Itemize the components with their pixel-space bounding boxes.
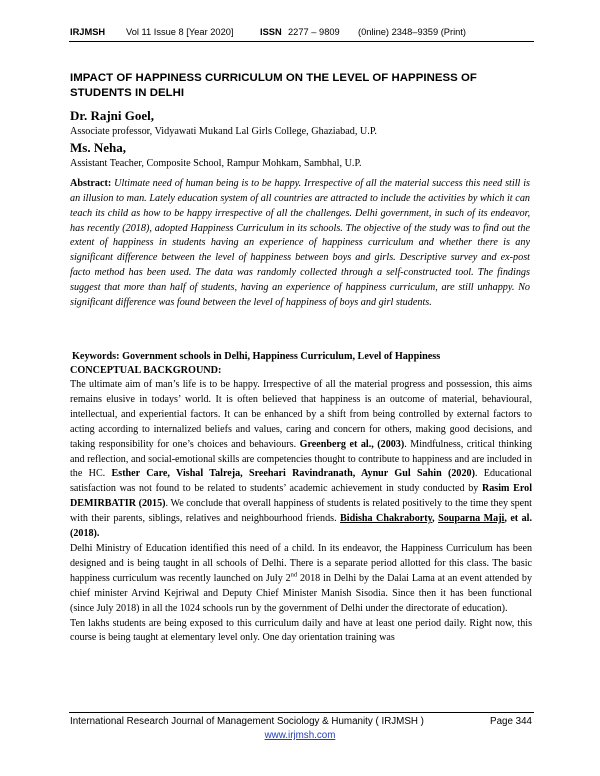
header-issn-label: ISSN	[260, 27, 282, 37]
citation-link[interactable]: Bidisha Chakraborty	[340, 513, 433, 525]
footer-website	[0, 729, 600, 742]
author-affiliation: Assistant Teacher, Composite School, Rampur Mohkam, Sambhal, U.P.	[70, 158, 362, 169]
paper-title: IMPACT OF HAPPINESS CURRICULUM ON THE LEVEL OF HAPPINESS OF STUDENTS IN DELHI	[70, 72, 477, 99]
running-footer	[70, 715, 532, 728]
header-divider	[69, 41, 534, 42]
abstract-text: Ultimate need of human being is to be happy. Irrespective of all the material success this need still is an illusion to man. Lately education system of all countries are attracted to include the activities by which it can teach its child as how to be happy irrespective of all the challenges. Delhi government, in such of its endeavor, has recently (2018), adopted Happiness Curriculum in its schools. The objective of the study was to find out the extent of happiness in students having an experience of happiness curriculum and whether there is any significant difference between the level of happiness between boys and girls. Descriptive survey and ex-post facto method has been used. The data was randomly collected through a self-constructed tool. The findings suggest that more than half of students, having an experience of happiness curriculum, are still unhappy. No significant difference was found between the level of happiness of boys and girl students.	[70, 178, 531, 308]
header-issn-online: 2277 – 9809	[288, 27, 340, 37]
text-run: . We conclude that overall happiness of students is related positively to the time they spent with their parents, siblings, relatives and neighbourhood friends.	[70, 498, 532, 525]
author-name: Ms. Neha,	[70, 140, 126, 155]
footer-journal-name: International Research Journal of Management Sociology & Humanity ( IRJMSH )	[70, 716, 424, 727]
author-affiliation: Associate professor, Vidyawati Mukand Lal Girls College, Ghaziabad, U.P.	[70, 126, 377, 137]
author-name: Dr. Rajni Goel,	[70, 108, 155, 123]
website-link[interactable]: www.irjmsh.com	[264, 730, 336, 741]
keywords: Keywords: Government schools in Delhi, Happiness Curriculum, Level of Happiness	[72, 351, 441, 362]
citation: Greenberg et al., (2003)	[299, 438, 405, 450]
body-text	[70, 378, 532, 646]
text-run: Delhi Ministry of Education identified this need of a child. In its endeavor, the Happiness Curriculum has been designed and is being taught in all schools of Delhi. There is a separate period allotted for this class. The basic happiness curriculum was recently launched on July 2	[70, 542, 532, 584]
text-run: The ultimate aim of man’s life is to be happy. Irrespective of all the material progress and possession, this aims remains elusive in todays’ world. It is often believed that happiness is an outcome of material, behavioural, intellectual, and experiential factors. It can be enhanced by a shift from being controlled by external factors to acting according to internalized beliefs and values, caring and concern for others, making good decisions, and taking responsibility for one’s choices and behaviours.	[70, 379, 532, 450]
abstract	[70, 177, 530, 311]
footer-divider	[69, 712, 534, 713]
paragraph	[70, 378, 532, 542]
citation: , et al. (2018).	[70, 513, 532, 540]
paragraph	[70, 542, 532, 617]
header-volume: Vol 11 Issue 8 [Year 2020]	[126, 27, 234, 37]
text-run: . Educational satisfaction was not found to be related to students’ academic achievement in study conducted by	[70, 468, 532, 495]
text-run: . Mindfulness, critical thinking and reflection, and social-emotional skills are competencies thought to contribute to happiness and are included in the HC.	[70, 438, 532, 480]
abstract-label: Abstract:	[70, 178, 112, 189]
header-issn-print: (0nline) 2348–9359 (Print)	[358, 27, 467, 37]
citation: Esther Care, Vishal Talreja, Sreehari Ravindranath, Aynur Gul Sahin (2020)	[111, 468, 475, 480]
text-run: 2018 in Delhi by the Dalai Lama at an event attended by chief minister Arvind Kejriwal and Deputy Chief Minister Manish Sisodia. Since then it has been functional (since July 2018) in all the 1024 schools run by the government of Delhi under the directorate of education).	[70, 572, 532, 614]
ordinal-suffix: nd	[290, 571, 298, 579]
section-heading: CONCEPTUAL BACKGROUND:	[70, 365, 222, 376]
citation: Rasim Erol DEMIRBATIR (2015)	[70, 483, 532, 510]
paragraph: Ten lakhs students are being exposed to this curriculum daily and have at least one period daily. Right now, this course is being taught at elementary level only. One day orientation training was	[70, 617, 532, 644]
running-header	[70, 26, 540, 38]
text-run: ,	[432, 513, 439, 525]
page-number: Page 344	[490, 716, 532, 727]
header-journal: IRJMSH	[70, 27, 106, 37]
citation-link[interactable]: Souparna Maji	[438, 513, 505, 525]
